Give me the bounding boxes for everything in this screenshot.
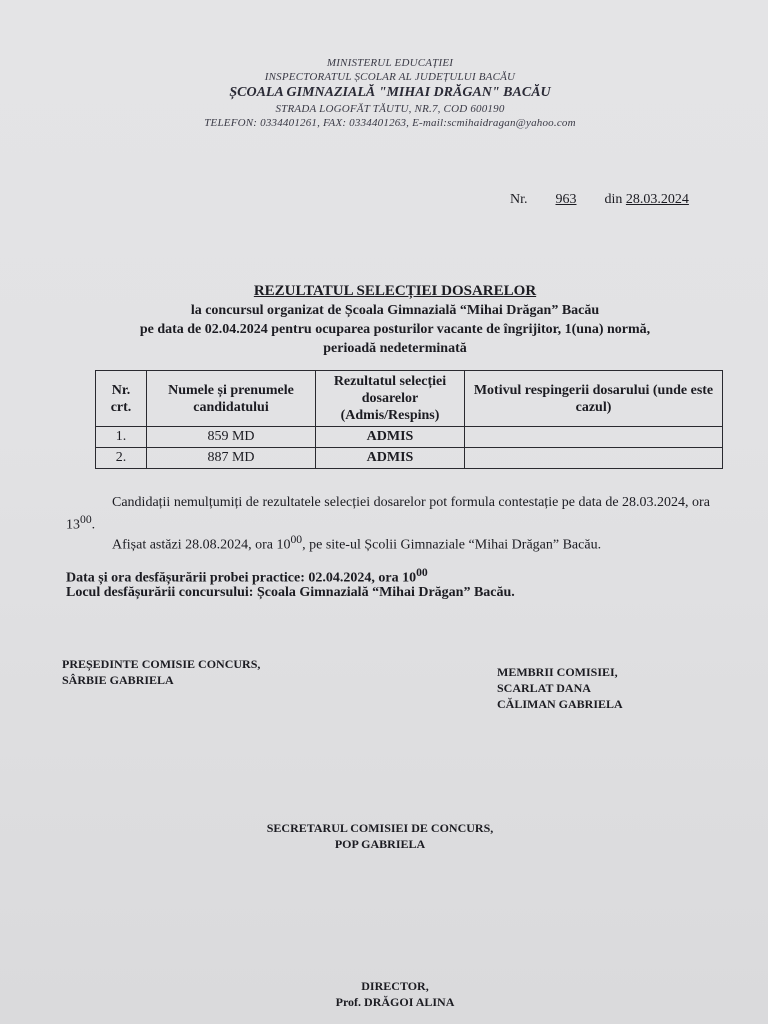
president-title: PREȘEDINTE COMISIE CONCURS,	[62, 657, 261, 671]
inspectorate-name: INSPECTORATUL ȘCOLAR AL JUDEȚULUI BACĂU	[264, 71, 516, 83]
row-nr: 2.	[96, 448, 147, 469]
members-title: MEMBRII COMISIEI,	[497, 665, 618, 679]
posted-text-end: , pe site-ul Școlii Gimnaziale “Mihai Drăgan” Bacău.	[302, 537, 602, 553]
row-nr: 1.	[96, 427, 147, 448]
contest-location: Locul desfășurării concursului: Școala Gimnazială “Mihai Drăgan” Bacău.	[66, 585, 515, 600]
president-signature	[62, 656, 260, 688]
director-name: Prof. DRĂGOI ALINA	[335, 995, 455, 1009]
row-result: ADMIS	[316, 427, 465, 448]
row-reason	[465, 448, 723, 469]
secretary-title: SECRETARUL COMISIEI DE CONCURS,	[266, 821, 494, 835]
row-name: 887 MD	[147, 448, 316, 469]
secretary-signature	[230, 820, 530, 852]
ministry-name: MINISTERUL EDUCAȚIEI	[326, 57, 454, 69]
member-1: SCARLAT DANA	[497, 681, 591, 695]
director-signature	[280, 978, 510, 1010]
results-table	[95, 370, 723, 469]
row-reason	[465, 427, 723, 448]
posted-time-minutes: 00	[290, 533, 303, 546]
header-result: Rezultatul selecției dosarelor (Admis/Respins)	[316, 371, 465, 427]
row-name: 859 MD	[147, 427, 316, 448]
school-contact: TELEFON: 0334401261, FAX: 0334401263, E-mail:scmihaidragan@yahoo.com	[204, 117, 576, 129]
header-name: Numele și prenumele candidatului	[147, 371, 316, 427]
practical-time-minutes: 00	[416, 566, 428, 579]
table-row	[96, 427, 723, 448]
contest-time: , ora 13	[66, 495, 710, 533]
registration-date: 28.03.2024	[625, 192, 689, 207]
contest-date: 28.03.2024	[622, 495, 686, 510]
posted-text: Afișat astăzi 28.08.2024, ora 10	[112, 537, 291, 553]
row-result: ADMIS	[316, 448, 465, 469]
president-name: SÂRBIE GABRIELA	[62, 673, 174, 687]
title-line-2: la concursul organizat de Școala Gimnazială “Mihai Drăgan” Bacău	[190, 303, 600, 318]
nr-label: Nr.	[510, 192, 528, 207]
header-reason: Motivul respingerii dosarului (unde este cazul)	[465, 371, 723, 427]
table-row	[96, 448, 723, 469]
header-nr: Nr. crt.	[96, 371, 147, 427]
practical-text: Data și ora desfășurării probei practice: 02.04.2024, ora 10	[66, 570, 417, 586]
registration-number	[510, 192, 689, 208]
title-heading: REZULTATUL SELECȚIEI DOSARELOR	[253, 283, 537, 299]
nr-value: 963	[555, 192, 577, 207]
school-name: ȘCOALA GIMNAZIALĂ "MIHAI DRĂGAN" BACĂU	[229, 85, 551, 100]
school-address: STRADA LOGOFĂT TĂUTU, NR.7, COD 600190	[275, 103, 505, 115]
posted-paragraph	[66, 531, 726, 554]
contest-paragraph: Candidații nemulțumiți de rezultatele selecției dosarelor pot formula contestație pe data de 28.03.2024, ora $13^{00}$.	[66, 495, 710, 533]
table-header-row	[96, 371, 723, 427]
title-line-4: perioadă nedeterminată	[323, 341, 467, 356]
contest-text: Candidații nemulțumiți de rezultatele selecției dosarelor pot formula contestație pe data de	[112, 495, 619, 510]
contest-time-minutes: 00	[80, 513, 92, 526]
letterhead	[150, 56, 630, 130]
member-2: CĂLIMAN GABRIELA	[497, 697, 623, 711]
secretary-name: POP GABRIELA	[334, 837, 426, 851]
title-line-3: pe data de 02.04.2024 pentru ocuparea posturilor vacante de îngrijitor, 1(una) normă,	[139, 322, 651, 337]
din-label: din	[604, 192, 623, 207]
document-title	[80, 282, 710, 358]
members-signature	[497, 664, 623, 712]
director-title: DIRECTOR,	[361, 979, 429, 993]
